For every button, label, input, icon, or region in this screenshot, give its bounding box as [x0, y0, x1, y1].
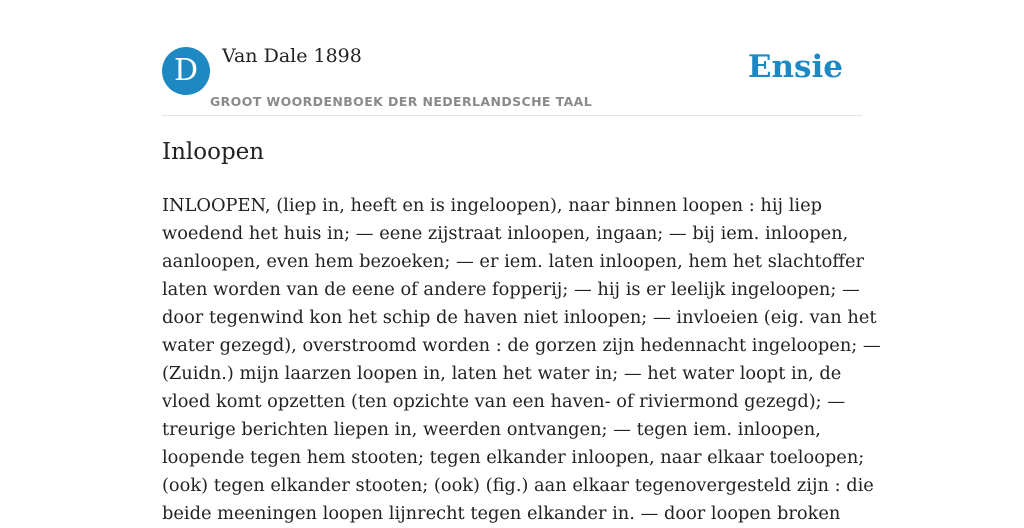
entry-body	[162, 192, 882, 528]
entry-title: Inloopen	[162, 139, 265, 165]
dictionary-name[interactable]: Van Dale 1898	[222, 45, 362, 67]
entry-line: treurige berichten liepen in, weerden ontvangen; — tegen iem. inloopen,	[162, 419, 821, 440]
dictionary-logo[interactable]: D	[162, 47, 210, 95]
dictionary-subtitle: GROOT WOORDENBOEK DER NEDERLANDSCHE TAAL	[210, 94, 593, 109]
entry-line: (Zuidn.) mijn laarzen loopen in, laten het water in; — het water loopt in, de	[162, 363, 842, 384]
entry-line: (ook) tegen elkander stooten; (ook) (fig.) aan elkaar tegenovergesteld zijn : die	[162, 475, 874, 496]
entry-line: INLOOPEN, (liep in, heeft en is ingeloopen), naar binnen loopen : hij liep	[162, 195, 822, 216]
entry-line: loopende tegen hem stooten; tegen elkander inloopen, naar elkaar toeloopen;	[162, 447, 865, 468]
header-divider	[162, 115, 862, 116]
entry-line: laten worden van de eene of andere fopperij; — hij is er leelijk ingeloopen; —	[162, 279, 860, 300]
entry-line: door tegenwind kon het schip de haven niet inloopen; — invloeien (eig. van het	[162, 307, 877, 328]
entry-line: water gezegd), overstroomd worden : de gorzen zijn hedennacht ingeloopen; —	[162, 335, 881, 356]
entry-line: beide meeningen loopen lijnrecht tegen elkander in. — door loopen broken	[162, 503, 841, 524]
ensie-brand-link[interactable]: Ensie	[747, 49, 843, 85]
entry-line: aanloopen, even hem bezoeken; — er iem. laten inloopen, hem het slachtoffer	[162, 251, 865, 272]
entry-line: vloed komt opzetten (ten opzichte van een haven- of riviermond gezegd); —	[162, 391, 846, 412]
entry-line: woedend het huis in; — eene zijstraat inloopen, ingaan; — bij iem. inloopen,	[162, 223, 849, 244]
